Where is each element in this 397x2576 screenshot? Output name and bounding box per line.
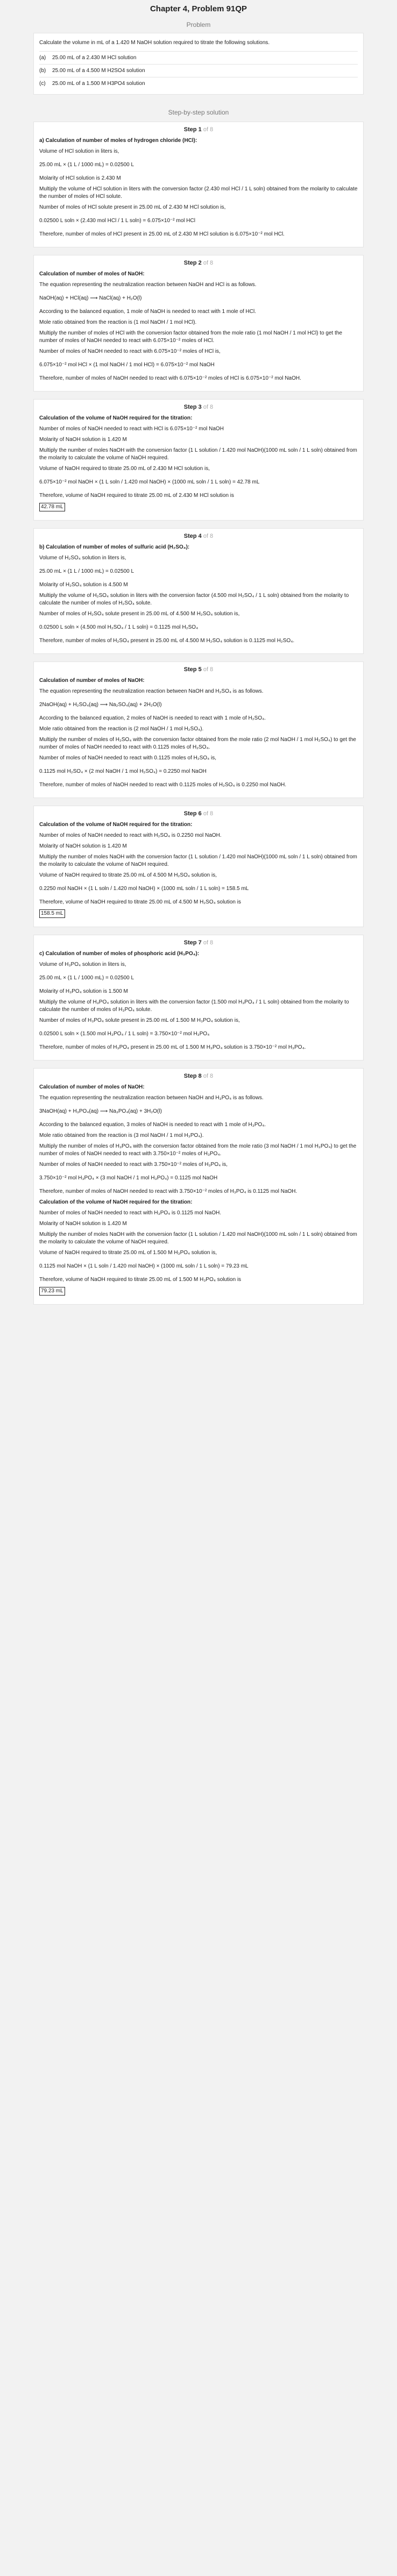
step-title [39, 404, 358, 410]
step-title [39, 1073, 358, 1079]
step-line: Calculation of number of moles of NaOH: [39, 678, 145, 684]
step-line: Therefore, volume of NaOH required to titrate 25.00 mL of 1.500 M H₃PO₄ solution is [39, 1277, 242, 1283]
step-number: Step 1 [183, 126, 202, 133]
problem-label: Problem [186, 21, 211, 29]
step-line: 0.02500 L soln × (2.430 mol HCl / 1 L soln) = 6.075×10⁻² mol HCl [39, 218, 195, 224]
step-line: Molarity of H₃PO₄ solution is 1.500 M [39, 988, 128, 994]
step-card [33, 661, 364, 798]
step-line: Multiply the number of moles of H₂SO₄ with the conversion factor obtained from the mole ratio (2 mol NaOH / 1 mol H₂SO₄) to get the number of moles of NaOH needed to react with 0.1125 moles of H₂SO₄. [39, 737, 356, 750]
step-line: Multiply the volume of H₃PO₄ solution in liters with the conversion factor (1.500 mol H₃PO₄ / 1 L soln) obtained from the molarity to calculate the number of moles of H₃PO₄ solute. [39, 999, 349, 1013]
step-of: of 8 [203, 404, 214, 410]
problem-card [33, 33, 364, 95]
step-line: The equation representing the neutralization reaction between NaOH and H₃PO₄ is as follows. [39, 1095, 264, 1101]
step-line: Number of moles of H₃PO₄ solute present in 25.00 mL of 1.500 M H₃PO₄ solution is, [39, 1017, 240, 1023]
step-line: Therefore, number of moles of H₃PO₄ present in 25.00 mL of 1.500 M H₃PO₄ solution is 3.750×10⁻² mol H₃PO₄. [39, 1044, 306, 1050]
step-line: The equation representing the neutralization reaction between NaOH and H₂SO₄ is as follows. [39, 688, 264, 694]
step-line: Multiply the number of moles of HCl with the conversion factor obtained from the mole ratio (1 mol NaOH / 1 mol HCl) to get the number of moles of NaOH needed to react with 6.075×10⁻² moles of HCl. [39, 330, 343, 344]
step-number: Step 8 [183, 1073, 202, 1079]
step-line: Calculation of the volume of NaOH required for the titration: [39, 415, 193, 421]
step-line: Volume of H₃PO₄ solution in liters is, [39, 962, 126, 967]
step-title [39, 126, 358, 133]
step-line: According to the balanced equation, 3 moles of NaOH is needed to react with 1 mole of H₃PO₄. [39, 1122, 266, 1128]
answer-box: 158.5 mL [39, 909, 65, 918]
step-of: of 8 [203, 666, 214, 673]
step-line: c) Calculation of number of moles of phosphoric acid (H₃PO₄): [39, 951, 200, 957]
step-card [33, 255, 364, 392]
step-line: Volume of H₂SO₄ solution in liters is, [39, 555, 126, 561]
page-header [0, 0, 397, 29]
step-number: Step 6 [183, 810, 202, 817]
step-number: Step 2 [183, 260, 202, 266]
step-line: Mole ratio obtained from the reaction is (1 mol NaOH / 1 mol HCl). [39, 319, 197, 325]
step-line: Therefore, number of moles of NaOH needed to react with 3.750×10⁻² moles of H₃PO₄ is 0.1125 mol NaOH. [39, 1189, 297, 1194]
step-line: Volume of NaOH required to titrate 25.00 mL of 2.430 M HCl solution is, [39, 466, 210, 472]
step-line: 0.1125 mol NaOH × (1 L soln / 1.420 mol NaOH) × (1000 mL soln / 1 L soln) = 79.23 mL [39, 1263, 249, 1269]
step-of: of 8 [203, 533, 214, 539]
step-line: 25.00 mL × (1 L / 1000 mL) = 0.02500 L [39, 975, 134, 981]
step-line: Molarity of H₂SO₄ solution is 4.500 M [39, 582, 128, 588]
step-line: 25.00 mL × (1 L / 1000 mL) = 0.02500 L [39, 162, 134, 168]
step-line: b) Calculation of number of moles of sulfuric acid (H₂SO₄): [39, 544, 190, 550]
step-line: Therefore, volume of NaOH required to titrate 25.00 mL of 4.500 M H₂SO₄ solution is [39, 899, 241, 905]
final-answer [39, 909, 358, 918]
step-line: 3.750×10⁻² mol H₃PO₄ × (3 mol NaOH / 1 mol H₃PO₄) = 0.1125 mol NaOH [39, 1175, 218, 1181]
step-line: Number of moles of NaOH needed to react with HCl is 6.075×10⁻² mol NaOH [39, 426, 224, 432]
step-line: Multiply the number of moles NaOH with the conversion factor (1 L solution / 1.420 mol NaOH)(1000 mL soln / 1 L soln) obtained from the molarity to calculate the volume of NaOH required. [39, 854, 357, 867]
step-title [39, 260, 358, 266]
step-by-step-label: Step-by-step solution [168, 109, 229, 116]
step-of: of 8 [203, 940, 214, 946]
step-line: Molarity of NaOH solution is 1.420 M [39, 1221, 127, 1227]
step-line: Number of moles of NaOH needed to react with H₂SO₄ is 0.2250 mol NaOH. [39, 832, 222, 838]
step-line: 0.02500 L soln × (1.500 mol H₃PO₄ / 1 L soln) = 3.750×10⁻² mol H₃PO₄ [39, 1031, 210, 1037]
step-line: Therefore, number of moles of H₂SO₄ present in 25.00 mL of 4.500 M H₂SO₄ solution is 0.1125 mol H₂SO₄. [39, 638, 295, 644]
step-line: 6.075×10⁻² mol NaOH × (1 L soln / 1.420 mol NaOH) × (1000 mL soln / 1 L soln) = 42.78 mL [39, 479, 260, 485]
step-line: Number of moles of HCl solute present in 25.00 mL of 2.430 M HCl solution is, [39, 204, 226, 210]
step-line: Multiply the number of moles of H₃PO₄ with the conversion factor obtained from the mole ratio (3 mol NaOH / 1 mol H₃PO₄) to get the number of moles of NaOH needed to react with 3.750×10⁻² moles of H₃PO₄. [39, 1143, 357, 1157]
step-line: Molarity of NaOH solution is 1.420 M [39, 843, 127, 849]
step-title [39, 533, 358, 539]
step-line: Therefore, number of moles of NaOH needed to react with 6.075×10⁻² moles of HCl is 6.075×10⁻² mol NaOH. [39, 375, 301, 381]
chapter-title: Chapter 4, Problem 91QP [150, 4, 247, 13]
steps-container [0, 122, 397, 1305]
step-line: Number of moles of NaOH needed to react with 6.075×10⁻² moles of HCl is, [39, 348, 221, 354]
step-line: 3NaOH(aq) + H₃PO₄(aq) ⟶ Na₃PO₄(aq) + 3H₂O(l) [39, 1108, 162, 1114]
step-line: Molarity of HCl solution is 2.430 M [39, 175, 121, 181]
step-line: Molarity of NaOH solution is 1.420 M [39, 437, 127, 443]
step-line: Volume of NaOH required to titrate 25.00 mL of 1.500 M H₃PO₄ solution is, [39, 1250, 217, 1256]
step-line: Therefore, number of moles of NaOH needed to react with 0.1125 moles of H₂SO₄ is 0.2250 mol NaOH. [39, 782, 287, 788]
step-line: 0.1125 mol H₂SO₄ × (2 mol NaOH / 1 mol H₂SO₄) = 0.2250 mol NaOH [39, 768, 207, 774]
step-of: of 8 [203, 1073, 214, 1079]
step-number: Step 3 [183, 404, 202, 410]
problem-option-a: (a) 25.00 mL of a 2.430 M HCl solution [39, 51, 358, 64]
step-line: The equation representing the neutralization reaction between NaOH and HCl is as follows. [39, 282, 257, 288]
step-line: Multiply the volume of HCl solution in liters with the conversion factor (2.430 mol HCl / 1 L soln) obtained from the molarity to calculate the number of moles of HCl solute. [39, 186, 358, 200]
step-line: Number of moles of NaOH needed to react with 0.1125 moles of H₂SO₄ is, [39, 755, 217, 761]
step-line: Mole ratio obtained from the reaction is (3 mol NaOH / 1 mol H₃PO₄). [39, 1133, 204, 1138]
step-line: Volume of HCl solution in liters is, [39, 148, 119, 154]
step-line: 2NaOH(aq) + H₂SO₄(aq) ⟶ Na₂SO₄(aq) + 2H₂O(l) [39, 702, 162, 708]
step-line: 6.075×10⁻² mol HCl × (1 mol NaOH / 1 mol HCl) = 6.075×10⁻² mol NaOH [39, 362, 215, 368]
step-line: Calculation of number of moles of NaOH: [39, 1084, 145, 1090]
final-answer [39, 503, 358, 511]
step-of: of 8 [203, 260, 214, 266]
step-line: Therefore, volume of NaOH required to titrate 25.00 mL of 2.430 M HCl solution is [39, 493, 235, 499]
step-line: According to the balanced equation, 2 moles of NaOH is needed to react with 1 mole of H₂SO₄. [39, 715, 266, 721]
step-of: of 8 [203, 810, 214, 817]
step-line: Multiply the volume of H₂SO₄ solution in liters with the conversion factor (4.500 mol H₂SO₄ / 1 L soln) obtained from the molarity to calculate the number of moles of H₂SO₄ solute. [39, 593, 349, 606]
step-line: Therefore, number of moles of HCl present in 25.00 mL of 2.430 M HCl solution is 6.075×10⁻² mol HCl. [39, 231, 285, 237]
step-card [33, 528, 364, 654]
step-card [33, 806, 364, 927]
step-line: According to the balanced equation, 1 mole of NaOH is needed to react with 1 mole of HCl. [39, 309, 257, 315]
step-line: 0.02500 L soln × (4.500 mol H₂SO₄ / 1 L soln) = 0.1125 mol H₂SO₄ [39, 624, 198, 630]
step-line: Number of moles of NaOH needed to react with 3.750×10⁻² moles of H₃PO₄ is, [39, 1162, 228, 1168]
problem-intro: Calculate the volume in mL of a 1.420 M NaOH solution required to titrate the following solutions. [39, 40, 270, 46]
problem-option-b: (b) 25.00 mL of a 4.500 M H2SO4 solution [39, 64, 358, 77]
step-line: Volume of NaOH required to titrate 25.00 mL of 4.500 M H₂SO₄ solution is, [39, 872, 217, 878]
step-line: NaOH(aq) + HCl(aq) ⟶ NaCl(aq) + H₂O(l) [39, 295, 142, 301]
step-number: Step 7 [183, 940, 202, 946]
step-line: 0.2250 mol NaOH × (1 L soln / 1.420 mol NaOH) × (1000 mL soln / 1 L soln) = 158.5 mL [39, 886, 249, 892]
step-line: Calculation of the volume of NaOH required for the titration: [39, 1199, 193, 1205]
step-card [33, 1068, 364, 1305]
answer-box: 79.23 mL [39, 1287, 65, 1296]
final-answer [39, 1287, 358, 1296]
answer-box: 42.78 mL [39, 503, 65, 511]
step-line: Multiply the number of moles NaOH with the conversion factor (1 L solution / 1.420 mol NaOH)(1000 mL soln / 1 L soln) obtained from the molarity to calculate the volume of NaOH required. [39, 1232, 357, 1245]
step-title [39, 940, 358, 946]
problem-option-c: (c) 25.00 mL of a 1.500 M H3PO4 solution [39, 77, 358, 90]
step-line: Mole ratio obtained from the reaction is (2 mol NaOH / 1 mol H₂SO₄). [39, 726, 204, 732]
step-card [33, 399, 364, 521]
step-title [39, 810, 358, 817]
step-number: Step 4 [183, 533, 202, 539]
step-line: 25.00 mL × (1 L / 1000 mL) = 0.02500 L [39, 568, 134, 574]
step-line: Number of moles of H₂SO₄ solute present in 25.00 mL of 4.500 M H₂SO₄ solution is, [39, 611, 240, 617]
step-line: a) Calculation of number of moles of hydrogen chloride (HCl): [39, 138, 197, 144]
step-line: Number of moles of NaOH needed to react with H₃PO₄ is 0.1125 mol NaOH. [39, 1210, 222, 1216]
step-of: of 8 [203, 126, 214, 133]
step-line: Calculation of number of moles of NaOH: [39, 271, 145, 277]
step-title [39, 666, 358, 673]
step-line: Multiply the number of moles NaOH with the conversion factor (1 L solution / 1.420 mol NaOH)(1000 mL soln / 1 L soln) obtained from the molarity to calculate the volume of NaOH required. [39, 447, 357, 461]
step-card [33, 935, 364, 1061]
step-number: Step 5 [183, 666, 202, 673]
step-line: Calculation of the volume of NaOH required for the titration: [39, 822, 193, 828]
step-card [33, 122, 364, 247]
